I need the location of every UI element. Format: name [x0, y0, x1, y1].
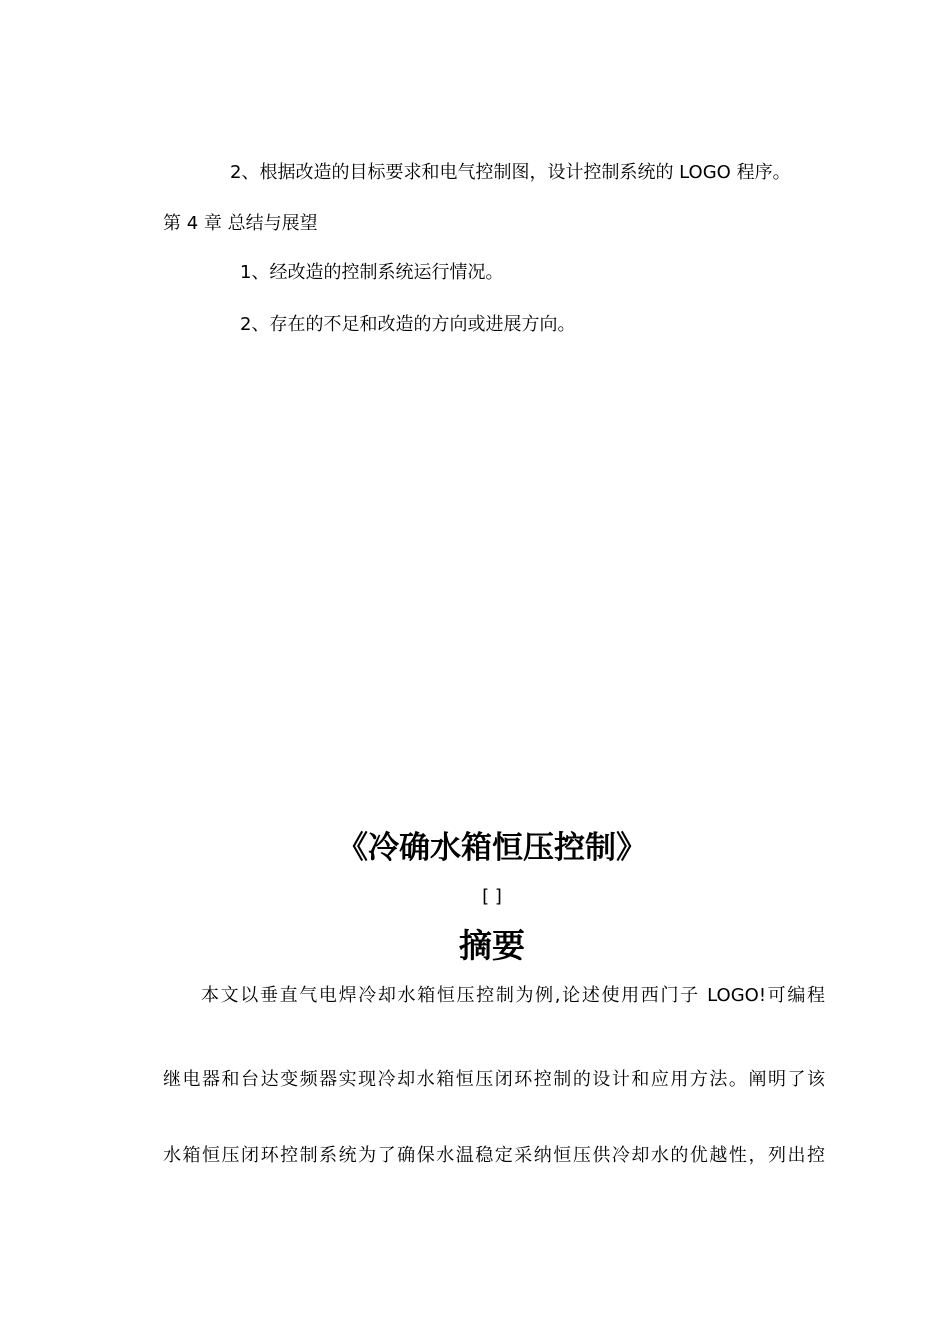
- abstract-paragraph: [163, 984, 825, 1168]
- empty-brackets: [ ]: [482, 886, 502, 907]
- list-item-design-program: 2、根据改造的目标要求和电气控制图，设计控制系统的 LOGO 程序。: [230, 162, 791, 183]
- list-item-shortcomings: 2、存在的不足和改造的方向或进展方向。: [240, 314, 576, 335]
- chapter-heading: 第 4 章 总结与展望: [163, 213, 318, 234]
- abstract-line: 继电器和台达变频器实现冷却水箱恒压闭环控制的设计和应用方法。阐明了该: [163, 1069, 825, 1090]
- list-item-operation: 1、经改造的控制系统运行情况。: [240, 262, 504, 283]
- document-title: 《冷确水箱恒压控制》: [337, 830, 647, 866]
- abstract-heading: 摘要: [459, 926, 525, 965]
- abstract-line: 本文以垂直气电焊冷却水箱恒压控制为例,论述使用西门子 LOGO!可编程: [201, 985, 825, 1006]
- abstract-line: 水箱恒压闭环控制系统为了确保水温稳定采纳恒压供冷却水的优越性，列出控: [163, 1145, 825, 1166]
